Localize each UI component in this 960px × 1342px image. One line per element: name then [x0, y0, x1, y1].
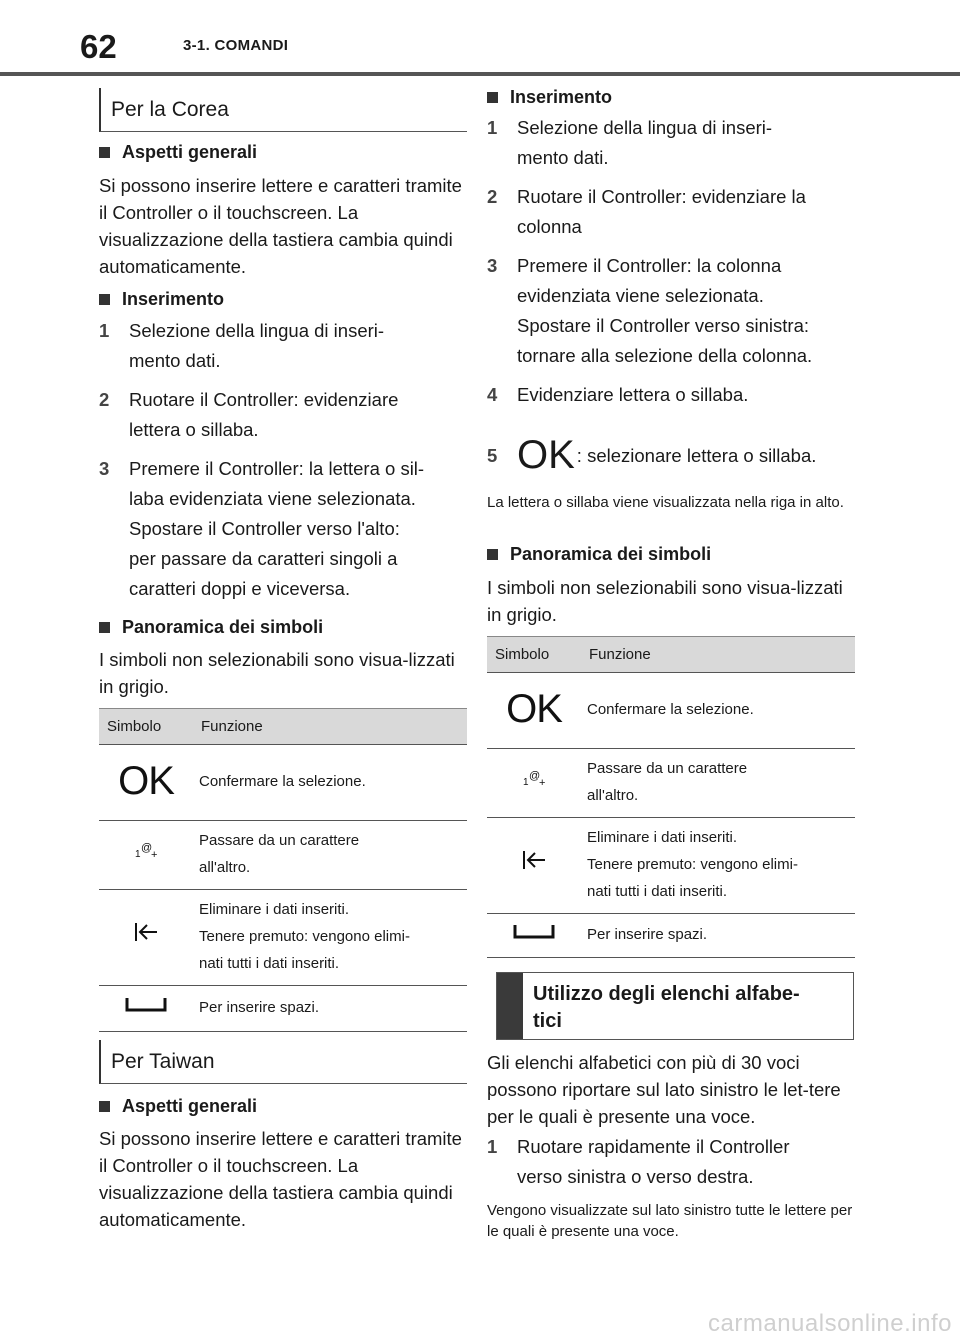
symbols-paragraph: I simboli non selezionabili sono visua-lizzati in grigio. [99, 649, 455, 697]
step-number: 1 [99, 320, 110, 341]
symbols-table [99, 708, 467, 1032]
table-row [487, 673, 855, 749]
ok-icon [99, 745, 193, 821]
step-item [99, 316, 467, 376]
step-line: Ruotare il Controller: evidenziare la [517, 186, 806, 207]
step-line: verso sinistra o verso destra. [517, 1166, 754, 1187]
step-line: Selezione della lingua di inseri- [517, 117, 773, 138]
step-text [129, 385, 467, 445]
subheading-text: Inserimento [122, 289, 225, 309]
square-bullet-icon [99, 622, 110, 633]
step-item [487, 113, 855, 173]
step-line: mento dati. [129, 350, 221, 371]
subheading-symbols-right [487, 544, 711, 565]
step-text: Evidenziare lettera o sillaba. [517, 384, 749, 405]
function-line: nati tutti i dati inseriti. [199, 955, 340, 972]
subheading-text: Inserimento [510, 87, 613, 107]
step-item [487, 182, 855, 242]
subheading-general [99, 142, 257, 163]
page-number: 62 [80, 28, 117, 65]
function-cell [581, 914, 855, 958]
step-item-ok [487, 433, 855, 477]
delete-icon [99, 890, 193, 986]
general-paragraph-taiwan: Si possono inserire lettere e caratteri tramite il Controller o il touchscreen. La visualizzazione della tastiera cambia quindi automaticamente. [99, 1128, 462, 1230]
function-line: Tenere premuto: vengono elimi- [199, 928, 410, 945]
step-number: 2 [487, 186, 498, 207]
function-line: Per inserire spazi. [199, 999, 320, 1016]
function-cell [193, 745, 467, 821]
table-header-row [99, 709, 467, 745]
step-text [517, 113, 855, 173]
step-line: caratteri doppi e viceversa. [129, 578, 351, 599]
subheading-input-right [487, 87, 612, 108]
general-paragraph: Si possono inserire lettere e caratteri tramite il Controller o il touchscreen. La visualizzazione della tastiera cambia quindi automaticamente. [99, 175, 462, 277]
table-row [99, 821, 467, 890]
ok-glyph: OK [506, 686, 562, 731]
alphabetic-paragraph: Gli elenchi alfabetici con più di 30 voci possono riportare sul lato sinistro le let-tere per le quali è presente una voce. [487, 1052, 841, 1127]
step-number: 3 [99, 458, 110, 479]
switch-character-icon [99, 821, 193, 890]
subheading-text: Aspetti generali [122, 1096, 258, 1116]
table-row [487, 818, 855, 914]
ok-glyph: OK [118, 758, 174, 803]
step-text [129, 316, 467, 376]
function-line: Confermare la selezione. [199, 773, 366, 790]
table-row [487, 749, 855, 818]
svg-text:+: + [539, 776, 546, 789]
subheading-text: Panoramica dei simboli [122, 617, 324, 637]
region-title: Per la Corea [111, 97, 229, 121]
step-line: Premere il Controller: la lettera o sil- [129, 458, 425, 479]
table-row [99, 890, 467, 986]
step-line: Premere il Controller: la colonna [517, 255, 782, 276]
function-line: Eliminare i dati inseriti. [199, 901, 350, 918]
square-bullet-icon [99, 147, 110, 158]
input-note: La lettera o sillaba viene visualizzata nella riga in alto. [487, 494, 844, 511]
function-line: all'altro. [587, 787, 639, 804]
function-line: Eliminare i dati inseriti. [587, 829, 738, 846]
step-line: Spostare il Controller verso sinistra: [517, 315, 809, 336]
space-icon [99, 986, 193, 1032]
table-row [99, 745, 467, 821]
region-heading-taiwan [99, 1040, 467, 1084]
step-line: per passare da caratteri singoli a [129, 548, 398, 569]
symbols-table-right [487, 636, 855, 958]
step-line: Ruotare rapidamente il Controller [517, 1136, 790, 1157]
region-title: Per Taiwan [111, 1049, 215, 1073]
column-header-symbol: Simbolo [487, 637, 581, 673]
function-line: nati tutti i dati inseriti. [587, 883, 728, 900]
watermark: carmanualsonline.info [708, 1310, 952, 1337]
step-text [517, 182, 855, 242]
step-number: 2 [99, 389, 110, 410]
step-line: evidenziata viene selezionata. [517, 285, 764, 306]
square-bullet-icon [99, 294, 110, 305]
subheading-input [99, 289, 224, 310]
table-header-row [487, 637, 855, 673]
function-cell [193, 890, 467, 986]
step-item [99, 454, 467, 604]
step-number: 1 [487, 117, 498, 138]
svg-text:@: @ [529, 769, 541, 782]
function-cell [581, 749, 855, 818]
alphabetic-note: Vengono visualizzate sul lato sinistro tutte le lettere per le quali è presente una voce. [487, 1202, 853, 1240]
space-icon [487, 914, 581, 958]
region-heading-korea [99, 88, 467, 132]
step-line: : selezionare lettera o sillaba. [576, 445, 817, 466]
section-heading-title [523, 973, 810, 1039]
header-rule [0, 72, 960, 76]
step-line: Ruotare il Controller: evidenziare [129, 389, 399, 410]
step-number: 3 [487, 255, 498, 276]
step-item [487, 1132, 855, 1192]
step-text [517, 433, 855, 477]
square-bullet-icon [99, 1101, 110, 1112]
switch-character-icon [487, 749, 581, 818]
svg-text:1: 1 [135, 848, 141, 860]
function-line: Tenere premuto: vengono elimi- [587, 856, 798, 873]
svg-text:+: + [151, 848, 158, 861]
section-heading-bar [497, 973, 523, 1039]
ok-icon: OK [517, 433, 575, 477]
svg-text:1: 1 [523, 776, 529, 788]
subheading-general-taiwan [99, 1096, 257, 1117]
function-cell [193, 986, 467, 1032]
step-line: tornare alla selezione della colonna. [517, 345, 813, 366]
column-header-symbol: Simbolo [99, 709, 193, 745]
column-header-function: Funzione [581, 637, 855, 673]
step-line: Spostare il Controller verso l'alto: [129, 518, 400, 539]
table-row [99, 986, 467, 1032]
title-line: tici [533, 1010, 562, 1032]
subheading-symbols [99, 617, 323, 638]
step-text [129, 454, 467, 604]
step-number: 5 [487, 445, 498, 466]
subheading-text: Aspetti generali [122, 142, 258, 162]
step-number: 1 [487, 1136, 498, 1157]
step-text [517, 251, 855, 371]
ok-icon [487, 673, 581, 749]
column-header-function: Funzione [193, 709, 467, 745]
function-cell [581, 818, 855, 914]
function-cell [193, 821, 467, 890]
step-line: lettera o sillaba. [129, 419, 259, 440]
input-steps [99, 316, 467, 604]
title-line: Utilizzo degli elenchi alfabe- [533, 983, 800, 1005]
step-number: 4 [487, 384, 498, 405]
step-line: Selezione della lingua di inseri- [129, 320, 385, 341]
function-line: Per inserire spazi. [587, 926, 708, 943]
input-steps-right [487, 113, 855, 410]
square-bullet-icon [487, 549, 498, 560]
function-cell [581, 673, 855, 749]
symbols-paragraph-right: I simboli non selezionabili sono visua-lizzati in grigio. [487, 577, 843, 625]
chapter-title: 3-1. COMANDI [183, 37, 289, 54]
square-bullet-icon [487, 92, 498, 103]
step-item [487, 380, 855, 410]
step-item [99, 385, 467, 445]
function-line: Confermare la selezione. [587, 701, 754, 718]
section-heading-alphabetic [496, 972, 854, 1040]
function-line: Passare da un carattere [199, 832, 360, 849]
step-line: colonna [517, 216, 582, 237]
function-line: all'altro. [199, 859, 251, 876]
step-item [487, 251, 855, 371]
subheading-text: Panoramica dei simboli [510, 544, 712, 564]
step-line: mento dati. [517, 147, 609, 168]
delete-icon [487, 818, 581, 914]
step-text [517, 1132, 855, 1192]
svg-text:@: @ [141, 841, 153, 854]
step-line: laba evidenziata viene selezionata. [129, 488, 416, 509]
table-row [487, 914, 855, 958]
function-line: Passare da un carattere [587, 760, 748, 777]
